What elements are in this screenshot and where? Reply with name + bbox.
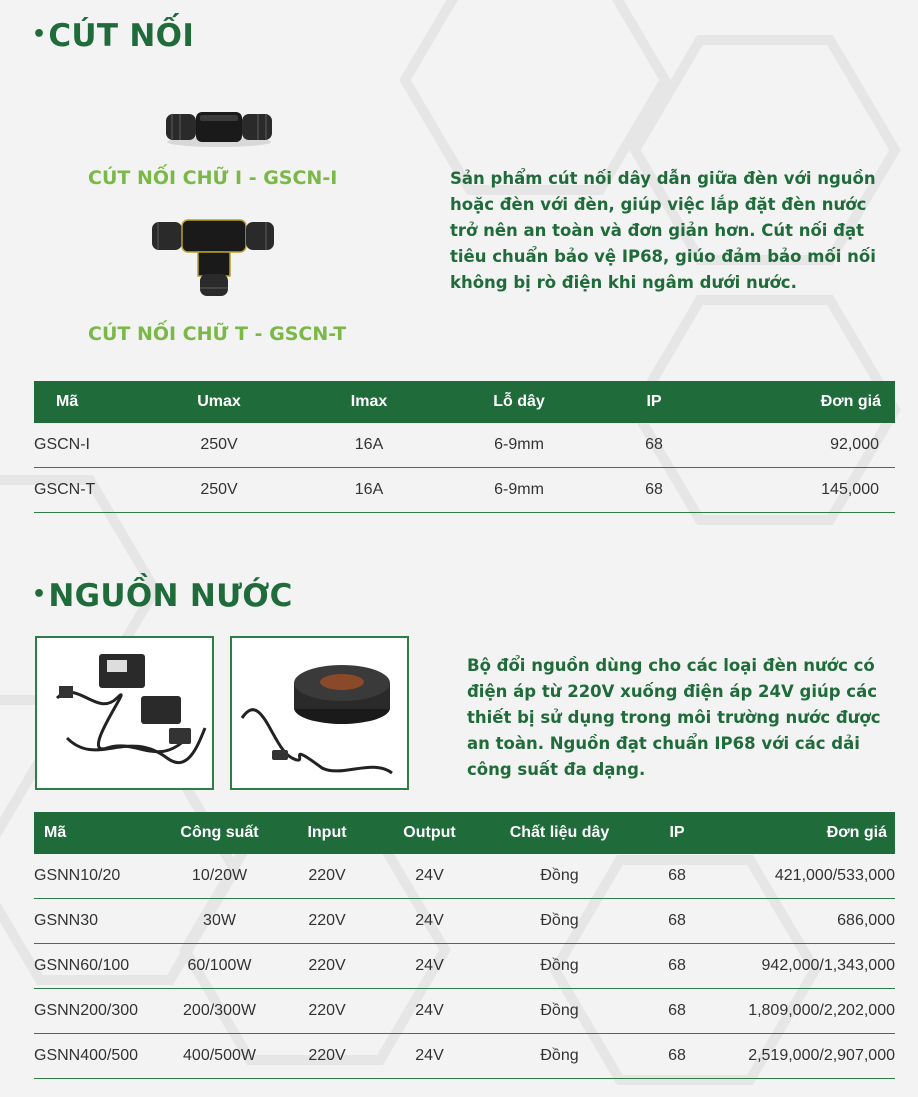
cell-ma: GSCN-T: [34, 468, 144, 513]
cell-output: 24V: [377, 899, 482, 944]
cell-ip: 68: [637, 1034, 717, 1079]
cell-ma: GSNN60/100: [34, 944, 162, 989]
cell-lo-day: 6-9mm: [444, 468, 594, 513]
cell-chat-lieu-day: Đồng: [482, 989, 637, 1034]
cell-chat-lieu-day: Đồng: [482, 899, 637, 944]
cell-chat-lieu-day: Đồng: [482, 1034, 637, 1079]
col-header-ma: Mã: [34, 812, 162, 854]
cell-umax: 250V: [144, 423, 294, 468]
cell-cong-suat: 60/100W: [162, 944, 277, 989]
transformer-square-image: [37, 638, 212, 788]
cell-cong-suat: 10/20W: [162, 854, 277, 899]
col-header-don-gia: Đơn giá: [717, 812, 895, 854]
col-header-cong-suat: Công suất: [162, 812, 277, 854]
connector-t-image: [148, 212, 278, 300]
transformer-round-image: [232, 638, 407, 788]
price-table-nguon-nuoc: [34, 812, 895, 1079]
cell-ip: 68: [637, 944, 717, 989]
cell-ip: 68: [637, 899, 717, 944]
cell-don-gia: 942,000/1,343,000: [717, 944, 895, 989]
table-row: [34, 468, 895, 513]
cell-input: 220V: [277, 899, 377, 944]
table-row: [34, 854, 895, 899]
bullet-dot: •: [32, 582, 47, 607]
transformer-square-photo: [35, 636, 214, 790]
cell-ip: 68: [594, 468, 714, 513]
col-header-output: Output: [377, 812, 482, 854]
cell-ma: GSCN-I: [34, 423, 144, 468]
product-label-connector-i: CÚT NỐI CHỮ I - GSCN-I: [88, 167, 338, 189]
cell-umax: 250V: [144, 468, 294, 513]
cell-don-gia: 1,809,000/2,202,000: [717, 989, 895, 1034]
col-header-don-gia: Đơn giá: [714, 381, 895, 423]
col-header-ma: Mã: [34, 381, 144, 423]
cell-cong-suat: 400/500W: [162, 1034, 277, 1079]
description-nguon-nuoc: Bộ đổi nguồn dùng cho các loại đèn nước có điện áp từ 220V xuống điện áp 24V giúp các thiết bị sử dụng trong môi trường nước được an toàn. Nguồn đạt chuẩn IP68 với các dải công suất đa dạng.: [467, 656, 881, 779]
cell-lo-day: 6-9mm: [444, 423, 594, 468]
cell-cong-suat: 200/300W: [162, 989, 277, 1034]
section-title-cut-noi: •CÚT NỐI: [32, 18, 195, 54]
section-title-nguon-nuoc: •NGUỒN NƯỚC: [32, 578, 293, 614]
cell-ip: 68: [637, 854, 717, 899]
cell-don-gia: 421,000/533,000: [717, 854, 895, 899]
connector-i-image: [160, 104, 278, 150]
cell-don-gia: 92,000: [714, 423, 895, 468]
cell-imax: 16A: [294, 423, 444, 468]
description-cut-noi: Sản phẩm cút nối dây dẫn giữa đèn với nguồn hoặc đèn với đèn, giúp việc lắp đặt đèn nước trở nên an toàn và đơn giản hơn. Cút nối đạt tiêu chuẩn bảo vệ IP68, giúo đảm bảo mối nối không bị rò điện khi ngâm dưới nước.: [450, 169, 876, 292]
table-row: [34, 944, 895, 989]
cell-input: 220V: [277, 944, 377, 989]
cell-output: 24V: [377, 944, 482, 989]
cell-don-gia: 145,000: [714, 468, 895, 513]
bullet-dot: •: [32, 22, 47, 47]
table-header-row: [34, 381, 895, 423]
col-header-ip: IP: [594, 381, 714, 423]
table-header-row: [34, 812, 895, 854]
cell-input: 220V: [277, 1034, 377, 1079]
cell-output: 24V: [377, 854, 482, 899]
cell-output: 24V: [377, 989, 482, 1034]
cell-ip: 68: [594, 423, 714, 468]
cell-don-gia: 2,519,000/2,907,000: [717, 1034, 895, 1079]
table-row: [34, 989, 895, 1034]
col-header-chat-lieu-day: Chất liệu dây: [482, 812, 637, 854]
cell-cong-suat: 30W: [162, 899, 277, 944]
col-header-input: Input: [277, 812, 377, 854]
cell-output: 24V: [377, 1034, 482, 1079]
cell-ma: GSNN400/500: [34, 1034, 162, 1079]
cell-don-gia: 686,000: [717, 899, 895, 944]
transformer-round-photo: [230, 636, 409, 790]
col-header-imax: Imax: [294, 381, 444, 423]
col-header-ip: IP: [637, 812, 717, 854]
cell-ip: 68: [637, 989, 717, 1034]
cell-imax: 16A: [294, 468, 444, 513]
cell-input: 220V: [277, 854, 377, 899]
table-row: [34, 1034, 895, 1079]
cell-ma: GSNN30: [34, 899, 162, 944]
cell-chat-lieu-day: Đồng: [482, 944, 637, 989]
cell-input: 220V: [277, 989, 377, 1034]
product-label-connector-t: CÚT NỐI CHỮ T - GSCN-T: [88, 323, 347, 345]
cell-ma: GSNN10/20: [34, 854, 162, 899]
table-row: [34, 899, 895, 944]
cell-ma: GSNN200/300: [34, 989, 162, 1034]
col-header-lo-day: Lỗ dây: [444, 381, 594, 423]
cell-chat-lieu-day: Đồng: [482, 854, 637, 899]
col-header-umax: Umax: [144, 381, 294, 423]
table-row: [34, 423, 895, 468]
price-table-cut-noi: [34, 381, 895, 513]
